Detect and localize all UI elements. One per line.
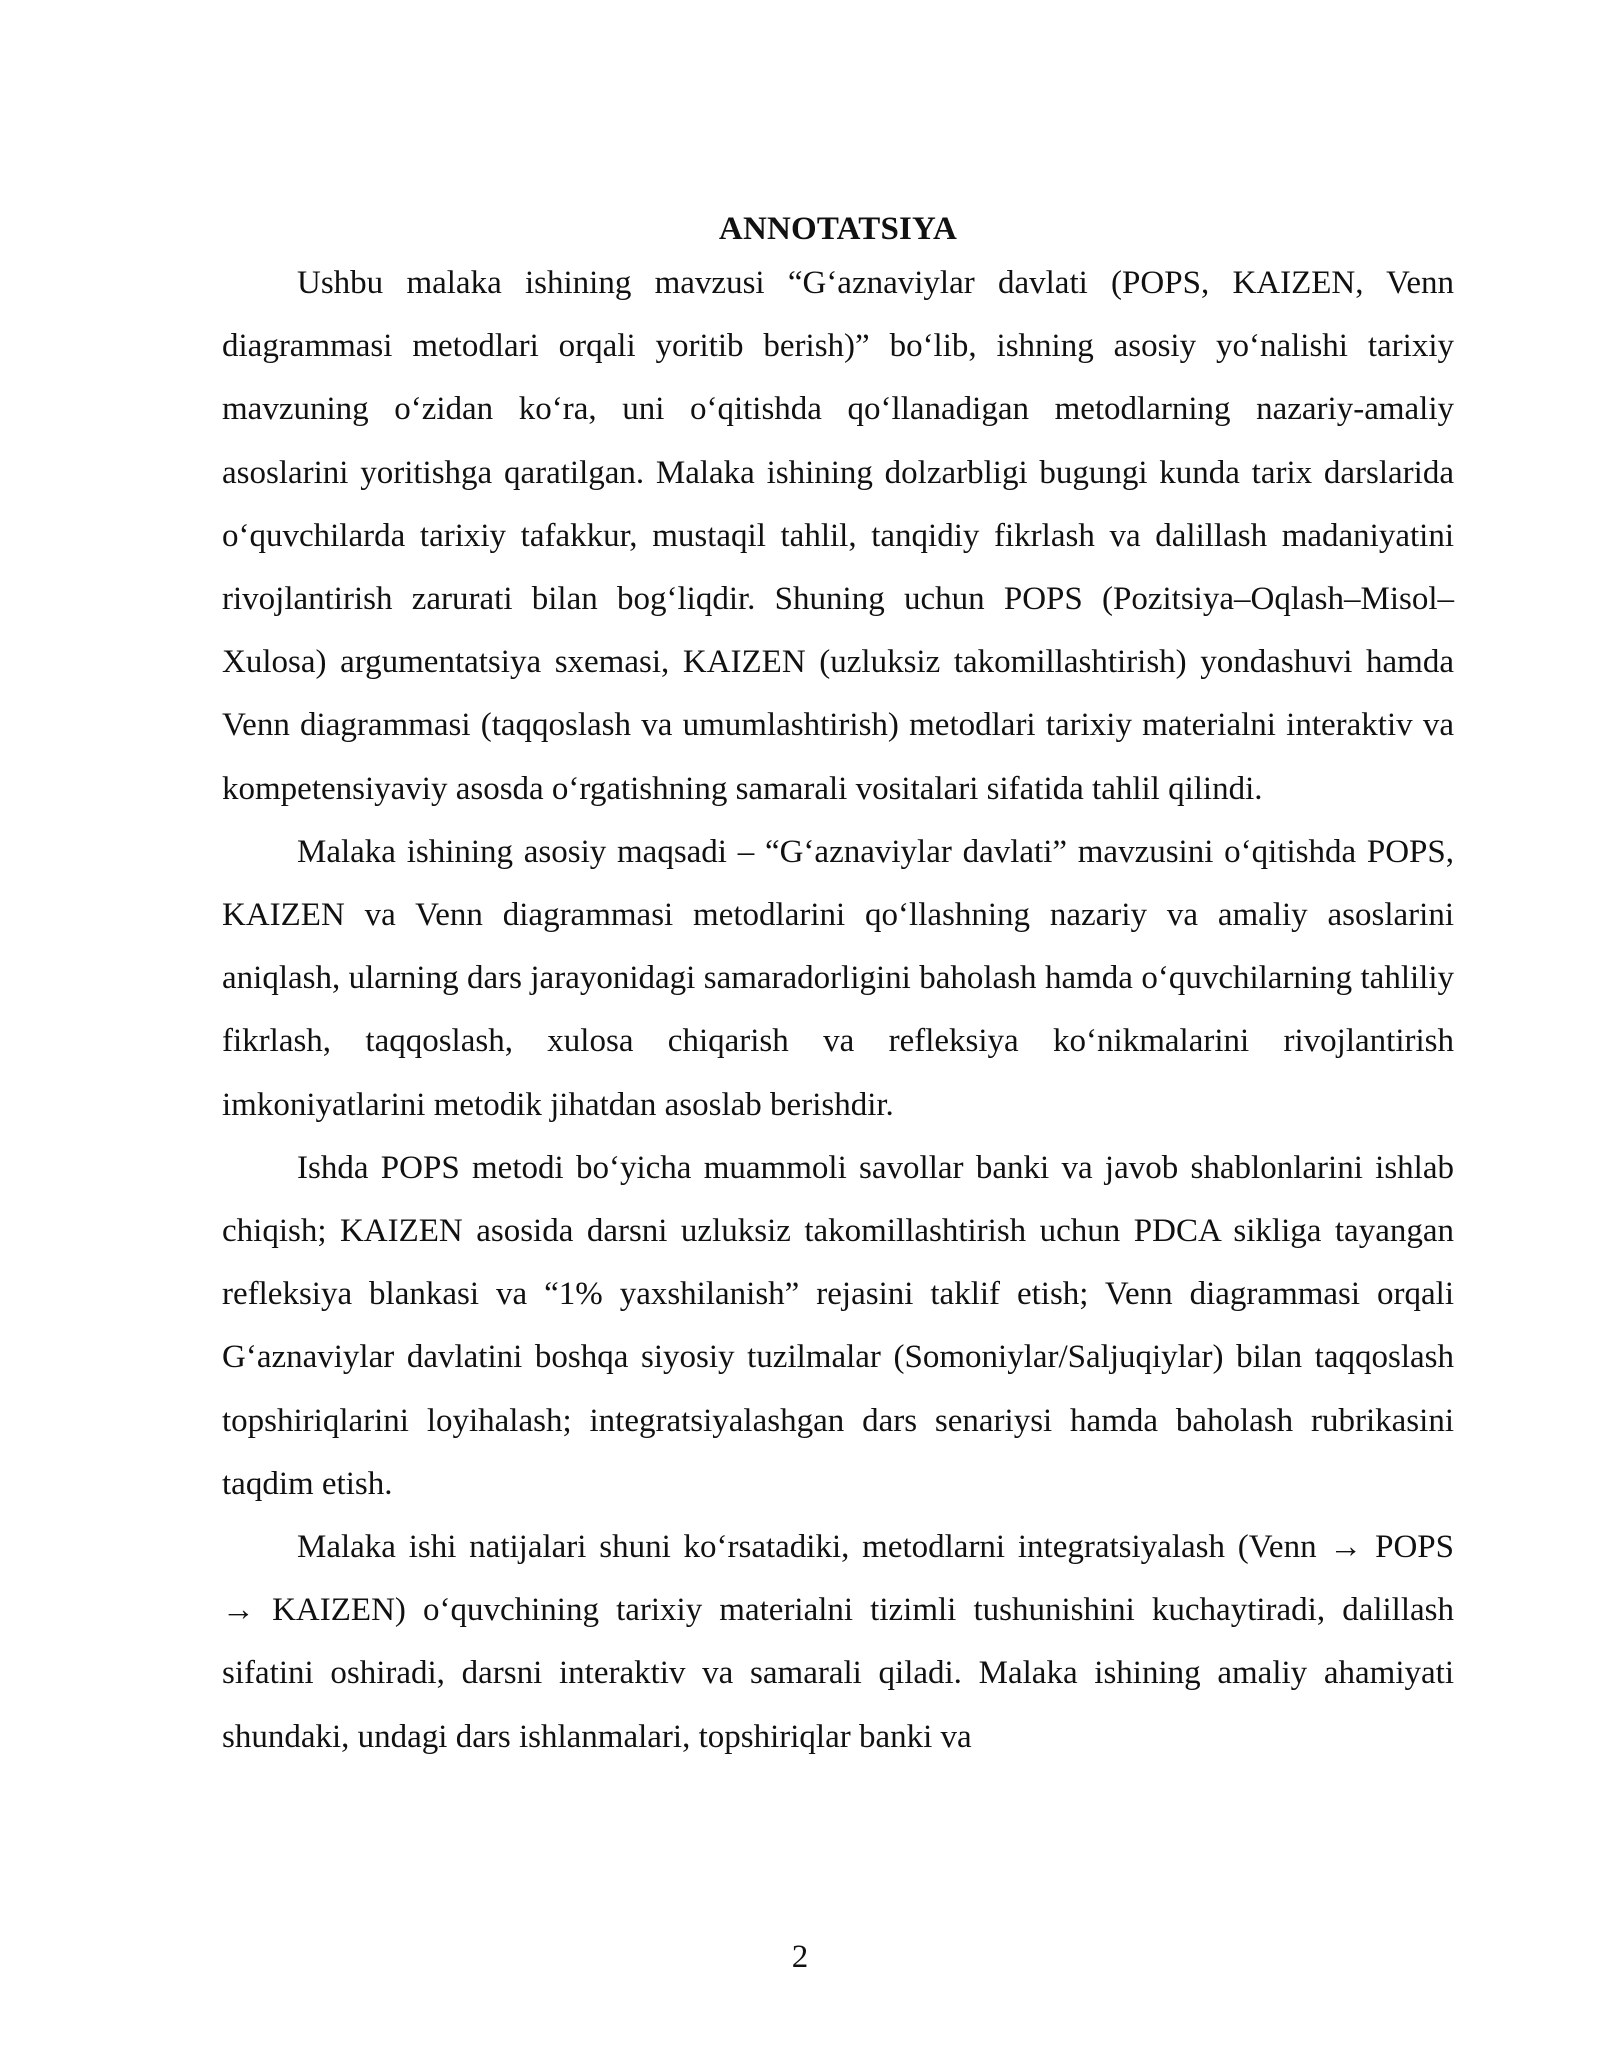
paragraph-results: Malaka ishi natijalari shuni ko‘rsatadiki, metodlarni integratsiyalash (Venn → POPS → KAIZEN) o‘quvchining tarixiy materialni tizimli tushunishini kuchaytiradi, dalillash sifatini oshiradi, darsni interaktiv va samarali qiladi. Malaka ishining amaliy ahamiyati shundaki, undagi dars ishlanmalari, topshiriqlar banki va — [222, 1529, 1454, 1755]
document-title: ANNOTATSIYA — [718, 211, 958, 247]
page-number: 2 — [791, 1939, 809, 1975]
paragraph-goal: Malaka ishining asosiy maqsadi – “G‘aznaviylar davlati” mavzusini o‘qitishda POPS, KAIZEN va Venn diagrammasi metodlarini qo‘llashning nazariy va amaliy asoslarini aniqlash, ularning dars jarayonidagi samaradorligini baholash hamda o‘quvchilarning tahliliy fikrlash, taqqoslash, xulosa chiqarish va refleksiya ko‘nikmalarini rivojlantirish imkoniyatlarini metodik jihatdan asoslab berishdir. — [222, 833, 1454, 1123]
paragraph-relevance: Ushbu malaka ishining mavzusi “G‘aznaviylar davlati (POPS, KAIZEN, Venn diagrammasi metodlari orqali yoritib berish)” bo‘lib, ishning asosiy yo‘nalishi tarixiy mavzuning o‘zidan ko‘ra, uni o‘qitishda qo‘llanadigan metodlarning nazariy-amaliy asoslarini yoritishga qaratilgan. Malaka ishining dolzarbligi bugungi kunda tarix darslarida o‘quvchilarda tarixiy tafakkur, mustaqil tahlil, tanqidiy fikrlash va dalillash madaniyatini rivojlantirish zarurati bilan bog‘liqdir. Shuning uchun POPS (Pozitsiya–Oqlash–Misol–Xulosa) argumentatsiya sxemasi, KAIZEN (uzluksiz takomillashtirish) yondashuvi hamda Venn diagrammasi (taqqoslash va umumlashtirish) metodlari tarixiy materialni interaktiv va kompetensiyaviy asosda o‘rgatishning samarali vositalari sifatida tahlil qilindi. — [222, 265, 1454, 807]
document-page — [222, 208, 1454, 1769]
paragraph-tasks: Ishda POPS metodi bo‘yicha muammoli savollar banki va javob shablonlarini ishlab chiqish; KAIZEN asosida darsni uzluksiz takomillashtirish uchun PDCA sikliga tayangan refleksiya blankasi va “1% yaxshilanish” rejasini taklif etish; Venn diagrammasi orqali G‘aznaviylar davlatini boshqa siyosiy tuzilmalar (Somoniylar/Saljuqiylar) bilan taqqoslash topshiriqlarini loyihalash; integratsiyalashgan dars senariysi hamda baholash rubrikasini taqdim etish. — [222, 1149, 1454, 1502]
